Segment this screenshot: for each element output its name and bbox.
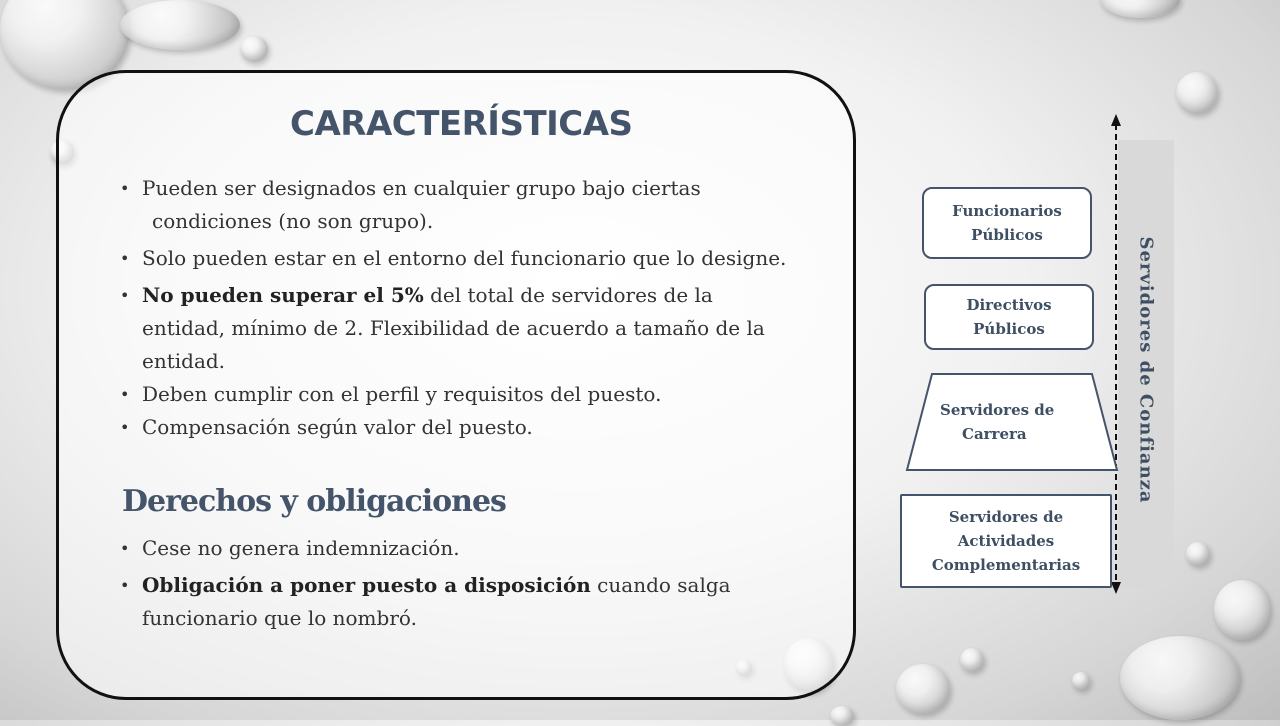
list-item-text: Deben cumplir con el perfil y requisitos del puesto. [142,382,662,406]
water-drop-decoration [1176,72,1218,114]
box-label: Directivos [966,296,1052,314]
water-drop-decoration [830,706,854,726]
section-title: CARACTERÍSTICAS [290,104,633,144]
diagram-box-funcionarios [922,187,1092,259]
box-label: Actividades [957,532,1055,550]
water-drop-decoration [1072,672,1090,690]
box-label: Públicos [973,320,1045,338]
water-drop-decoration [120,0,240,50]
confianza-label-text: Servidores de Confianza [1135,236,1157,504]
rights-heading: Derechos y obligaciones [122,484,506,519]
diagram-box-actividades [900,494,1112,588]
water-drop-decoration [240,36,268,62]
water-drop-decoration [1120,636,1240,720]
box-label: Complementarias [931,556,1081,574]
characteristics-list [120,172,800,444]
rights-list [120,532,760,635]
box-label: Funcionarios [952,202,1062,220]
box-label: Carrera [962,425,1027,443]
box-label: Servidores de [940,401,1055,419]
water-drop-decoration [896,664,950,714]
list-item [120,172,800,238]
water-drop-decoration [960,648,984,672]
list-item [120,242,800,275]
water-drop-decoration [1186,542,1210,566]
list-item-text: Pueden ser designados en cualquier grupo bajo ciertas [142,176,701,200]
water-drop-decoration [1214,580,1270,640]
list-item-text: Solo pueden estar en el entorno del funcionario que lo designe. [142,246,787,270]
diagram-box-carrera [926,392,1076,452]
list-item-text: del total de servidores de la entidad, mínimo de 2. Flexibilidad de acuerdo a tamaño de la entidad. [142,283,765,373]
list-item [120,569,760,635]
list-item-text: condiciones (no son grupo). [152,209,434,233]
list-item [120,279,800,378]
list-item-text: Cese no genera indemnización. [142,536,460,560]
list-item-emphasis: Obligación a poner puesto a disposición [142,573,591,597]
list-item-text: cuando salga funcionario que lo nombró. [142,573,731,630]
water-drop-decoration [1100,0,1180,18]
list-item [120,411,800,444]
list-item [120,532,760,565]
list-item-text: Compensación según valor del puesto. [142,415,533,439]
list-item-emphasis: No pueden superar el 5% [142,283,424,307]
box-label: Servidores de [948,508,1064,526]
list-item [120,378,800,411]
diagram-box-directivos [924,284,1094,350]
box-label: Públicos [971,226,1043,244]
